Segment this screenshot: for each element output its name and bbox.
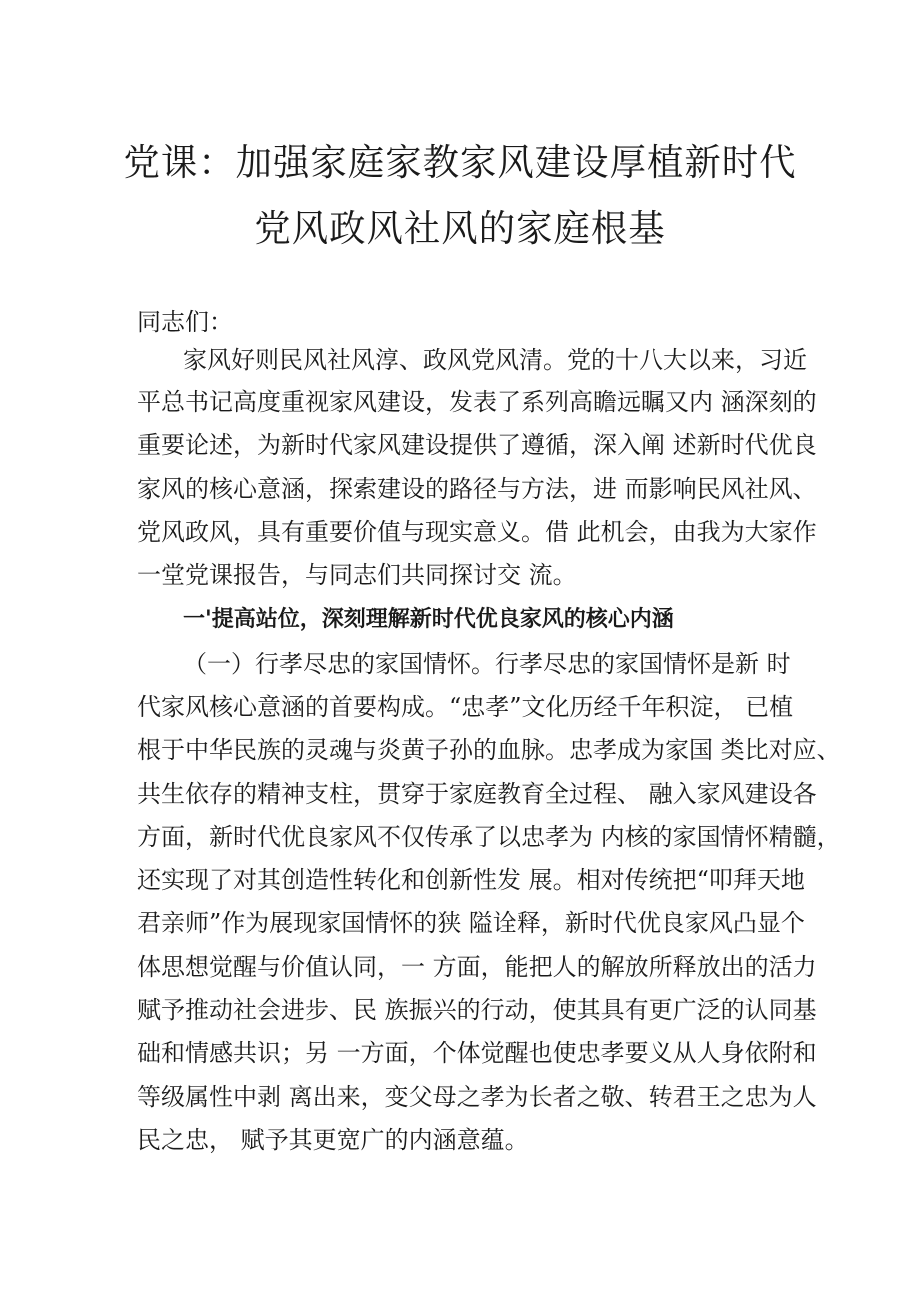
paragraph-line: 础和情感共识；另 一方面，个体觉醒也使忠孝要义从人身依附和 — [137, 1039, 817, 1067]
paragraph-line: 君亲师”作为展现家国情怀的狭 隘诠释，新时代优良家风凸显个 — [137, 909, 805, 937]
paragraph-line: 体思想觉醒与价值认同，一 方面，能把人的解放所释放出的活力 — [137, 953, 817, 981]
paragraph-line: 等级属性中剥 离出来，变父母之孝为长者之敬、转君王之忠为人 — [137, 1083, 817, 1111]
salutation: 同志们： — [137, 308, 233, 336]
paragraph-line: 家风好则民风社风淳、政风党风清。党的十八大以来，习近 — [183, 346, 807, 374]
paragraph-line: （一）行孝尽忠的家国情怀。行孝尽忠的家国情怀是新 时 — [183, 650, 791, 678]
paragraph-line: 一堂党课报告，与同志们共同探讨交 流。 — [137, 561, 577, 589]
paragraph-line: 重要论述，为新时代家风建设提供了遵循，深入阐 述新时代优良 — [137, 431, 817, 459]
paragraph-line: 根于中华民族的灵魂与炎黄子孙的血脉。忠孝成为家国 类比对应、 — [137, 736, 841, 764]
paragraph-line: 方面，新时代优良家风不仅传承了以忠孝为 内核的家国情怀精髓， — [137, 823, 841, 851]
paragraph-line: 党风政风，具有重要价值与现实意义。借 此机会，由我为大家作 — [137, 518, 817, 546]
document-title-line-2: 党风政风社风的家庭根基 — [254, 207, 666, 250]
section-heading-1: 一'提高站位，深刻理解新时代优良家风的核心内涵 — [183, 607, 674, 632]
paragraph-line: 共生依存的精神支柱，贯穿于家庭教育全过程、 融入家风建设各 — [137, 780, 817, 808]
paragraph-line: 代家风核心意涵的首要构成。“忠孝”文化历经千年积淀， 已植 — [137, 693, 794, 721]
paragraph-line: 家风的核心意涵，探索建设的路径与方法，进 而影响民风社风、 — [137, 475, 817, 503]
paragraph-line: 民之忠， 赋予其更宽广的内涵意蕴。 — [137, 1126, 529, 1154]
document-title-line-1: 党课：加强家庭家教家风建设厚植新时代 — [123, 141, 797, 184]
paragraph-line: 赋予推动社会进步、民 族振兴的行动，使其具有更广泛的认同基 — [137, 996, 817, 1024]
paragraph-line: 平总书记高度重视家风建设，发表了系列高瞻远瞩又内 涵深刻的 — [137, 388, 817, 416]
paragraph-line: 还实现了对其创造性转化和创新性发 展。相对传统把“叩拜天地 — [137, 866, 805, 894]
